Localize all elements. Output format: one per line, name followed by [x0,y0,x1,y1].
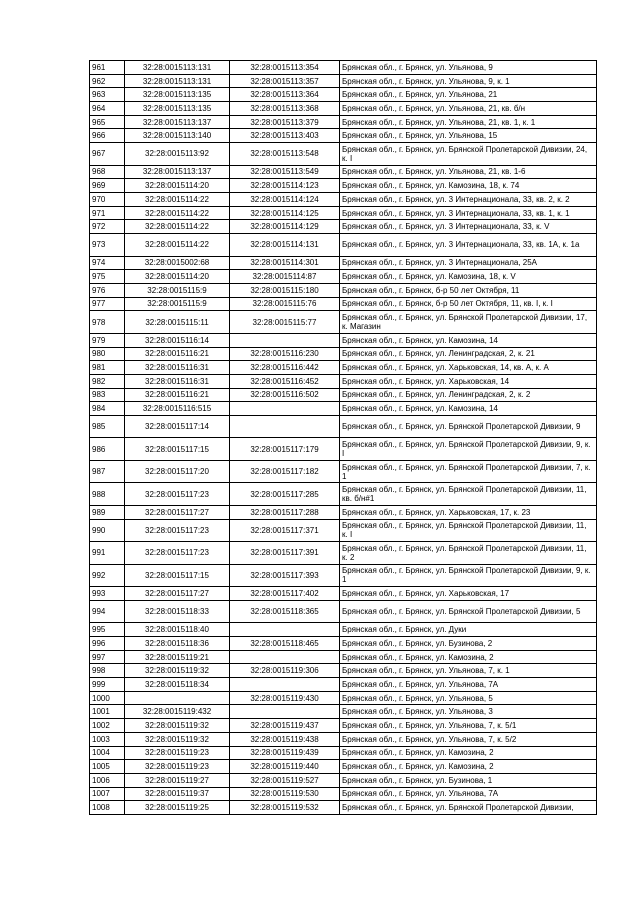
row-number-cell: 992 [90,564,125,587]
object-cadastral-number-cell: 32:28:0015114:125 [230,206,340,220]
object-cadastral-number-cell: 32:28:0015117:179 [230,438,340,461]
object-cadastral-number-cell: 32:28:0015119:439 [230,746,340,760]
object-cadastral-number-cell: 32:28:0015118:365 [230,600,340,623]
row-number-cell: 985 [90,415,125,438]
object-cadastral-number-cell: 32:28:0015113:364 [230,88,340,102]
address-cell: Брянская обл., г. Брянск, ул. Брянской Пролетарской Дивизии, 9 [340,415,597,438]
table-row [90,234,597,257]
address-cell: Брянская обл., г. Брянск, б-р 50 лет Октября, 11, кв. I, к. I [340,297,597,311]
object-cadastral-number-cell: 32:28:0015116:452 [230,374,340,388]
object-cadastral-number-cell [230,333,340,347]
cadastral-number-cell: 32:28:0015117:27 [125,505,230,519]
cadastral-number-cell: 32:28:0015117:14 [125,415,230,438]
row-number-cell: 1003 [90,732,125,746]
table-row [90,460,597,483]
address-cell: Брянская обл., г. Брянск, ул. Ульянова, 7, к. 1 [340,664,597,678]
row-number-cell: 970 [90,193,125,207]
table-row [90,483,597,506]
object-cadastral-number-cell: 32:28:0015117:285 [230,483,340,506]
cadastral-number-cell: 32:28:0015119:23 [125,746,230,760]
row-number-cell: 996 [90,637,125,651]
object-cadastral-number-cell: 32:28:0015113:548 [230,143,340,166]
address-cell: Брянская обл., г. Брянск, ул. Харьковская, 17, к. 23 [340,505,597,519]
table-row [90,637,597,651]
object-cadastral-number-cell: 32:28:0015114:87 [230,270,340,284]
cadastral-number-cell: 32:28:0015113:131 [125,61,230,75]
address-cell: Брянская обл., г. Брянск, ул. Брянской Пролетарской Дивизии, 11, к. 2 [340,542,597,565]
row-number-cell: 967 [90,143,125,166]
object-cadastral-number-cell: 32:28:0015119:440 [230,760,340,774]
table-row [90,165,597,179]
table-row [90,256,597,270]
address-cell: Брянская обл., г. Брянск, ул. Ульянова, 21, кв. б/н [340,102,597,116]
object-cadastral-number-cell: 32:28:0015115:180 [230,283,340,297]
row-number-cell: 987 [90,460,125,483]
object-cadastral-number-cell: 32:28:0015119:437 [230,719,340,733]
row-number-cell: 983 [90,388,125,402]
table-row [90,193,597,207]
row-number-cell: 1002 [90,719,125,733]
table-row [90,787,597,801]
address-cell: Брянская обл., г. Брянск, ул. Камозина, 2 [340,760,597,774]
cadastral-number-cell: 32:28:0015117:15 [125,564,230,587]
table-body [90,61,597,815]
cadastral-number-cell: 32:28:0015116:21 [125,388,230,402]
cadastral-number-cell: 32:28:0015113:140 [125,129,230,143]
object-cadastral-number-cell [230,415,340,438]
object-cadastral-number-cell: 32:28:0015114:123 [230,179,340,193]
address-cell: Брянская обл., г. Брянск, ул. Камозина, 18, к. V [340,270,597,284]
table-row [90,801,597,815]
address-cell: Брянская обл., г. Брянск, ул. Брянской Пролетарской Дивизии, 9, к. I [340,438,597,461]
address-cell: Брянская обл., г. Брянск, ул. Ульянова, 7А [340,678,597,692]
cadastral-number-cell: 32:28:0015113:137 [125,115,230,129]
row-number-cell: 962 [90,74,125,88]
table-row [90,542,597,565]
row-number-cell: 965 [90,115,125,129]
row-number-cell: 981 [90,361,125,375]
cadastral-number-cell: 32:28:0015002:68 [125,256,230,270]
table-row [90,361,597,375]
cadastral-number-cell: 32:28:0015115:9 [125,283,230,297]
row-number-cell: 984 [90,402,125,416]
address-cell: Брянская обл., г. Брянск, ул. Ульянова, 21, кв. 1-6 [340,165,597,179]
object-cadastral-number-cell: 32:28:0015117:402 [230,587,340,601]
address-cell: Брянская обл., г. Брянск, ул. Ульянова, 9 [340,61,597,75]
row-number-cell: 998 [90,664,125,678]
cadastral-number-cell: 32:28:0015119:32 [125,719,230,733]
object-cadastral-number-cell [230,678,340,692]
row-number-cell: 972 [90,220,125,234]
address-cell: Брянская обл., г. Брянск, ул. Ульянова, 7, к. 5/1 [340,719,597,733]
table-row [90,297,597,311]
object-cadastral-number-cell: 32:28:0015114:129 [230,220,340,234]
address-cell: Брянская обл., г. Брянск, ул. Камозина, 14 [340,333,597,347]
cadastral-number-cell: 32:28:0015119:21 [125,650,230,664]
cadastral-number-cell: 32:28:0015118:36 [125,637,230,651]
table-row [90,374,597,388]
cadastral-number-cell: 32:28:0015116:31 [125,374,230,388]
table-row [90,129,597,143]
cadastral-number-cell [125,691,230,705]
cadastral-number-cell: 32:28:0015114:20 [125,270,230,284]
cadastral-number-cell: 32:28:0015118:40 [125,623,230,637]
cadastral-number-cell: 32:28:0015115:11 [125,311,230,334]
address-cell: Брянская обл., г. Брянск, ул. Ульянова, 5 [340,691,597,705]
table-row [90,438,597,461]
row-number-cell: 1005 [90,760,125,774]
object-cadastral-number-cell: 32:28:0015119:532 [230,801,340,815]
row-number-cell: 980 [90,347,125,361]
cadastral-number-cell: 32:28:0015118:34 [125,678,230,692]
table-row [90,519,597,542]
table-row [90,283,597,297]
table-row [90,600,597,623]
object-cadastral-number-cell [230,705,340,719]
address-cell: Брянская обл., г. Брянск, ул. Брянской Пролетарской Дивизии, 5 [340,600,597,623]
table-row [90,773,597,787]
object-cadastral-number-cell: 32:28:0015117:371 [230,519,340,542]
object-cadastral-number-cell: 32:28:0015113:354 [230,61,340,75]
row-number-cell: 1006 [90,773,125,787]
table-row [90,143,597,166]
cadastral-number-cell: 32:28:0015117:15 [125,438,230,461]
cadastral-number-cell: 32:28:0015113:131 [125,74,230,88]
address-cell: Брянская обл., г. Брянск, б-р 50 лет Октября, 11 [340,283,597,297]
row-number-cell: 993 [90,587,125,601]
table-row [90,746,597,760]
object-cadastral-number-cell: 32:28:0015119:306 [230,664,340,678]
row-number-cell: 988 [90,483,125,506]
object-cadastral-number-cell: 32:28:0015114:301 [230,256,340,270]
row-number-cell: 977 [90,297,125,311]
table-row [90,587,597,601]
property-register-table [89,60,597,815]
row-number-cell: 999 [90,678,125,692]
cadastral-number-cell: 32:28:0015114:22 [125,193,230,207]
row-number-cell: 968 [90,165,125,179]
cadastral-number-cell: 32:28:0015116:515 [125,402,230,416]
table-row [90,115,597,129]
address-cell: Брянская обл., г. Брянск, ул. Бузинова, 1 [340,773,597,787]
row-number-cell: 997 [90,650,125,664]
cadastral-number-cell: 32:28:0015113:135 [125,102,230,116]
address-cell: Брянская обл., г. Брянск, ул. 3 Интернационала, 33, к. V [340,220,597,234]
table-row [90,505,597,519]
address-cell: Брянская обл., г. Брянск, ул. Бузинова, 2 [340,637,597,651]
address-cell: Брянская обл., г. Брянск, ул. Брянской Пролетарской Дивизии, [340,801,597,815]
address-cell: Брянская обл., г. Брянск, ул. Брянской Пролетарской Дивизии, 17, к. Магазин [340,311,597,334]
address-cell: Брянская обл., г. Брянск, ул. Камозина, 2 [340,650,597,664]
row-number-cell: 995 [90,623,125,637]
object-cadastral-number-cell [230,650,340,664]
cadastral-number-cell: 32:28:0015117:23 [125,542,230,565]
object-cadastral-number-cell: 32:28:0015114:131 [230,234,340,257]
row-number-cell: 978 [90,311,125,334]
cadastral-number-cell: 32:28:0015118:33 [125,600,230,623]
table-row [90,74,597,88]
address-cell: Брянская обл., г. Брянск, ул. Брянской Пролетарской Дивизии, 11, к. I [340,519,597,542]
cadastral-number-cell: 32:28:0015114:22 [125,234,230,257]
table-row [90,650,597,664]
address-cell: Брянская обл., г. Брянск, ул. 3 Интернационала, 25А [340,256,597,270]
cadastral-number-cell: 32:28:0015119:32 [125,732,230,746]
row-number-cell: 973 [90,234,125,257]
table-row [90,102,597,116]
cadastral-number-cell: 32:28:0015119:32 [125,664,230,678]
cadastral-number-cell: 32:28:0015114:20 [125,179,230,193]
object-cadastral-number-cell: 32:28:0015119:530 [230,787,340,801]
address-cell: Брянская обл., г. Брянск, ул. Брянской Пролетарской Дивизии, 24, к. I [340,143,597,166]
object-cadastral-number-cell [230,402,340,416]
address-cell: Брянская обл., г. Брянск, ул. 3 Интернационала, 33, кв. 2, к. 2 [340,193,597,207]
address-cell: Брянская обл., г. Брянск, ул. Камозина, 18, к. 74 [340,179,597,193]
address-cell: Брянская обл., г. Брянск, ул. Ленинградская, 2, к. 21 [340,347,597,361]
object-cadastral-number-cell: 32:28:0015117:393 [230,564,340,587]
table-row [90,678,597,692]
address-cell: Брянская обл., г. Брянск, ул. Дуки [340,623,597,637]
row-number-cell: 990 [90,519,125,542]
address-cell: Брянская обл., г. Брянск, ул. Харьковская, 17 [340,587,597,601]
cadastral-number-cell: 32:28:0015119:432 [125,705,230,719]
cadastral-number-cell: 32:28:0015119:37 [125,787,230,801]
table-row [90,206,597,220]
row-number-cell: 966 [90,129,125,143]
object-cadastral-number-cell: 32:28:0015115:76 [230,297,340,311]
table-row [90,564,597,587]
cadastral-number-cell: 32:28:0015116:21 [125,347,230,361]
address-cell: Брянская обл., г. Брянск, ул. Ульянова, 7А [340,787,597,801]
row-number-cell: 1008 [90,801,125,815]
cadastral-number-cell: 32:28:0015117:27 [125,587,230,601]
table-row [90,402,597,416]
object-cadastral-number-cell [230,623,340,637]
cadastral-number-cell: 32:28:0015115:9 [125,297,230,311]
cadastral-number-cell: 32:28:0015113:137 [125,165,230,179]
cadastral-number-cell: 32:28:0015114:22 [125,220,230,234]
row-number-cell: 1004 [90,746,125,760]
table-row [90,88,597,102]
table-row [90,623,597,637]
cadastral-number-cell: 32:28:0015119:27 [125,773,230,787]
address-cell: Брянская обл., г. Брянск, ул. Брянской Пролетарской Дивизии, 7, к. 1 [340,460,597,483]
cadastral-number-cell: 32:28:0015116:14 [125,333,230,347]
table-row [90,311,597,334]
table-row [90,388,597,402]
object-cadastral-number-cell: 32:28:0015119:430 [230,691,340,705]
object-cadastral-number-cell: 32:28:0015117:391 [230,542,340,565]
cadastral-number-cell: 32:28:0015117:23 [125,483,230,506]
address-cell: Брянская обл., г. Брянск, ул. 3 Интернационала, 33, кв. 1, к. 1 [340,206,597,220]
table-row [90,664,597,678]
cadastral-number-cell: 32:28:0015113:135 [125,88,230,102]
address-cell: Брянская обл., г. Брянск, ул. Харьковская, 14, кв. А, к. А [340,361,597,375]
table-row [90,691,597,705]
address-cell: Брянская обл., г. Брянск, ул. Ульянова, 21 [340,88,597,102]
row-number-cell: 1001 [90,705,125,719]
table-row [90,333,597,347]
object-cadastral-number-cell: 32:28:0015117:288 [230,505,340,519]
object-cadastral-number-cell: 32:28:0015113:357 [230,74,340,88]
table-row [90,760,597,774]
table-row [90,732,597,746]
address-cell: Брянская обл., г. Брянск, ул. Брянской Пролетарской Дивизии, 11, кв. б/н#1 [340,483,597,506]
row-number-cell: 964 [90,102,125,116]
cadastral-number-cell: 32:28:0015119:23 [125,760,230,774]
table-row [90,61,597,75]
object-cadastral-number-cell: 32:28:0015119:527 [230,773,340,787]
table-row [90,705,597,719]
object-cadastral-number-cell: 32:28:0015119:438 [230,732,340,746]
cadastral-number-cell: 32:28:0015119:25 [125,801,230,815]
row-number-cell: 976 [90,283,125,297]
row-number-cell: 991 [90,542,125,565]
cadastral-number-cell: 32:28:0015117:20 [125,460,230,483]
row-number-cell: 979 [90,333,125,347]
table-row [90,415,597,438]
object-cadastral-number-cell: 32:28:0015116:230 [230,347,340,361]
object-cadastral-number-cell: 32:28:0015116:442 [230,361,340,375]
cadastral-number-cell: 32:28:0015116:31 [125,361,230,375]
address-cell: Брянская обл., г. Брянск, ул. Харьковская, 14 [340,374,597,388]
address-cell: Брянская обл., г. Брянск, ул. Ульянова, 15 [340,129,597,143]
row-number-cell: 971 [90,206,125,220]
object-cadastral-number-cell: 32:28:0015115:77 [230,311,340,334]
address-cell: Брянская обл., г. Брянск, ул. 3 Интернационала, 33, кв. 1А, к. 1а [340,234,597,257]
table-row [90,220,597,234]
table-row [90,179,597,193]
row-number-cell: 974 [90,256,125,270]
row-number-cell: 994 [90,600,125,623]
address-cell: Брянская обл., г. Брянск, ул. Ульянова, 9, к. 1 [340,74,597,88]
cadastral-number-cell: 32:28:0015114:22 [125,206,230,220]
address-cell: Брянская обл., г. Брянск, ул. Ульянова, 21, кв. 1, к. 1 [340,115,597,129]
address-cell: Брянская обл., г. Брянск, ул. Камозина, 14 [340,402,597,416]
object-cadastral-number-cell: 32:28:0015113:403 [230,129,340,143]
address-cell: Брянская обл., г. Брянск, ул. Ульянова, 7, к. 5/2 [340,732,597,746]
address-cell: Брянская обл., г. Брянск, ул. Брянской Пролетарской Дивизии, 9, к. 1 [340,564,597,587]
table-row [90,719,597,733]
object-cadastral-number-cell: 32:28:0015118:465 [230,637,340,651]
row-number-cell: 989 [90,505,125,519]
row-number-cell: 961 [90,61,125,75]
row-number-cell: 1007 [90,787,125,801]
table-row [90,347,597,361]
address-cell: Брянская обл., г. Брянск, ул. Камозина, 2 [340,746,597,760]
object-cadastral-number-cell: 32:28:0015116:502 [230,388,340,402]
address-cell: Брянская обл., г. Брянск, ул. Ульянова, 3 [340,705,597,719]
object-cadastral-number-cell: 32:28:0015113:368 [230,102,340,116]
table-row [90,270,597,284]
row-number-cell: 963 [90,88,125,102]
row-number-cell: 982 [90,374,125,388]
object-cadastral-number-cell: 32:28:0015113:549 [230,165,340,179]
address-cell: Брянская обл., г. Брянск, ул. Ленинградская, 2, к. 2 [340,388,597,402]
cadastral-number-cell: 32:28:0015113:92 [125,143,230,166]
row-number-cell: 986 [90,438,125,461]
cadastral-number-cell: 32:28:0015117:23 [125,519,230,542]
row-number-cell: 1000 [90,691,125,705]
row-number-cell: 969 [90,179,125,193]
row-number-cell: 975 [90,270,125,284]
object-cadastral-number-cell: 32:28:0015113:379 [230,115,340,129]
object-cadastral-number-cell: 32:28:0015114:124 [230,193,340,207]
object-cadastral-number-cell: 32:28:0015117:182 [230,460,340,483]
